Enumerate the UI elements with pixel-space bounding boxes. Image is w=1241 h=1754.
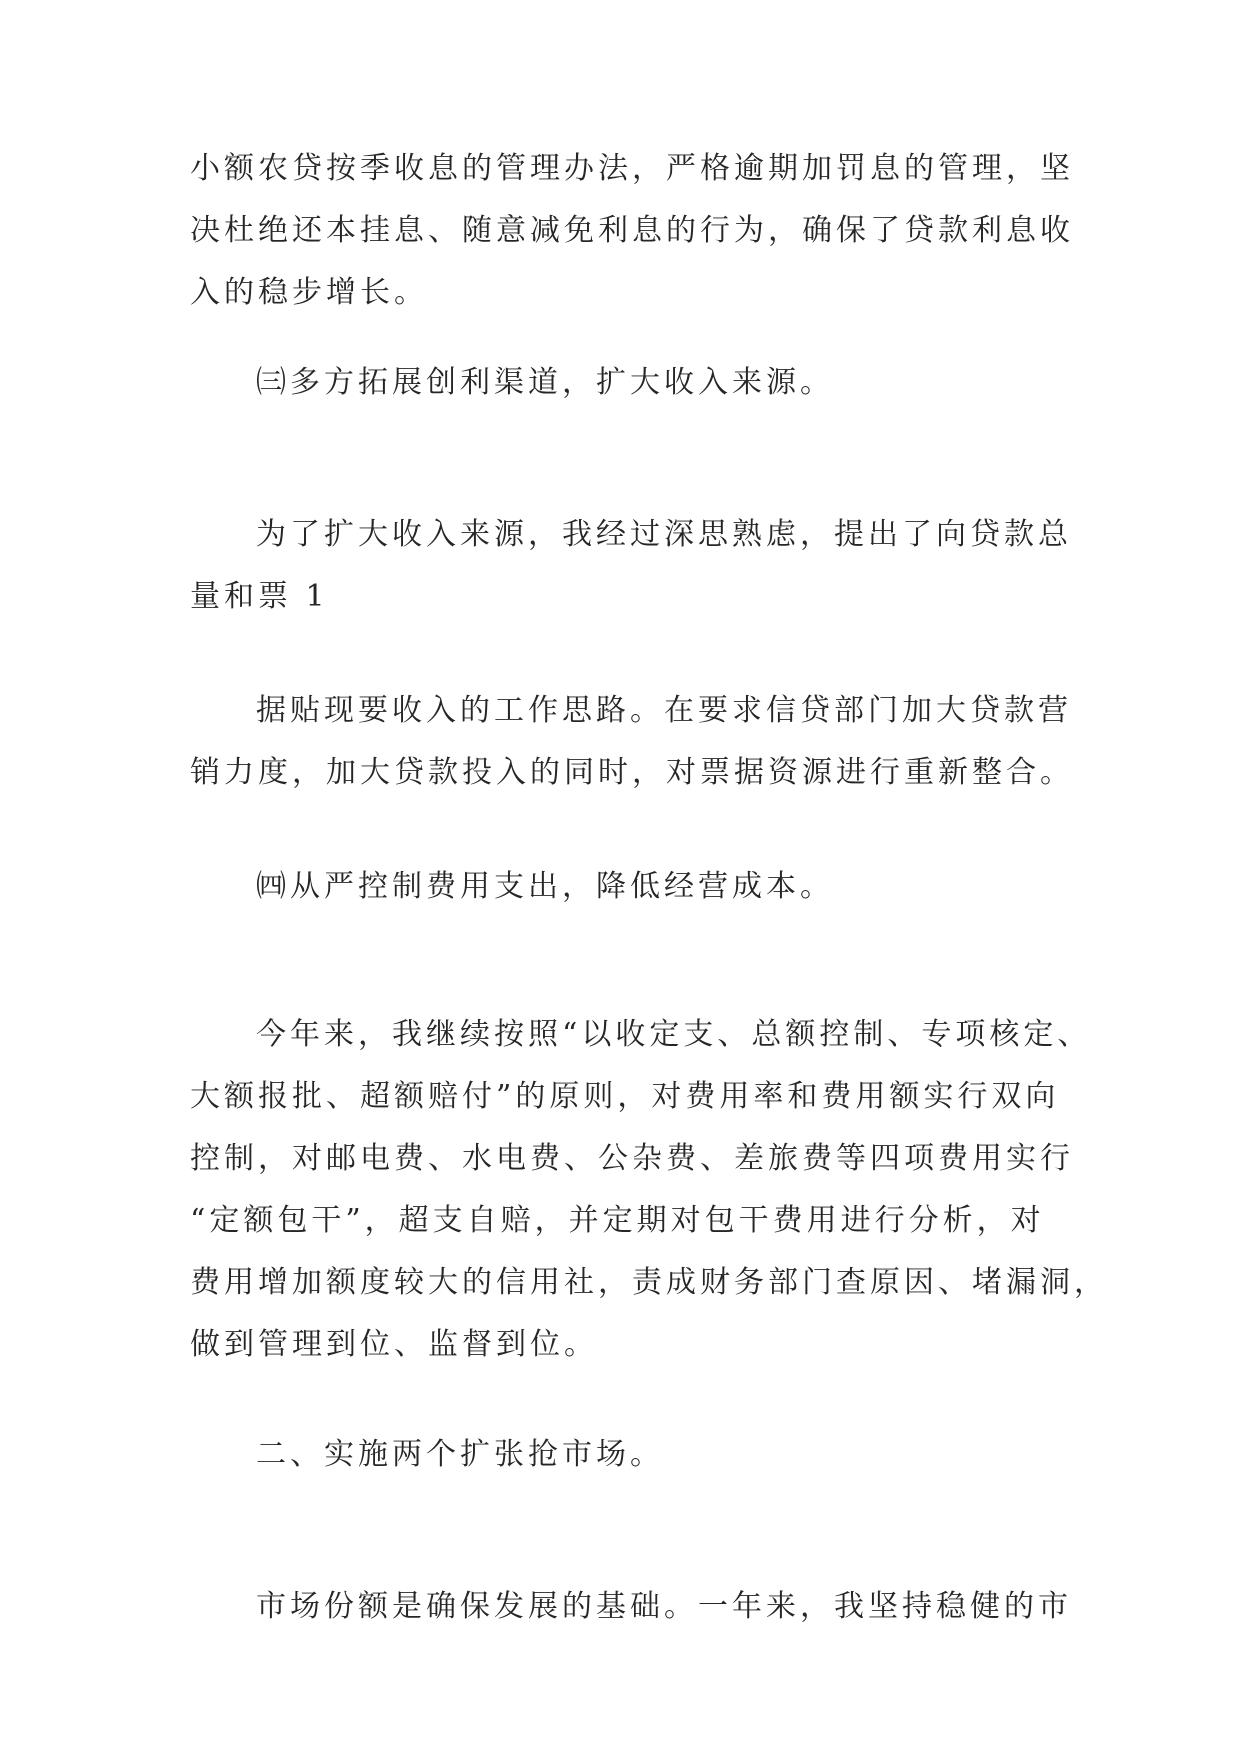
text-line: 市场份额是确保发展的基础。一年来，我坚持稳健的市 <box>256 1589 1072 1624</box>
heading-line: ㈣从严控制费用支出，降低经营成本。 <box>256 869 834 904</box>
paragraph-expense-policy <box>190 1004 1108 1376</box>
heading-market-expansion <box>190 1424 1070 1486</box>
heading-line: 二、实施两个扩张抢市场。 <box>256 1437 664 1472</box>
paragraph-discount-income <box>190 680 1074 804</box>
text-line: 为了扩大收入来源，我经过深思熟虑，提出了向贷款总 <box>256 517 1072 552</box>
heading-line: ㈢多方拓展创利渠道，扩大收入来源。 <box>256 365 834 400</box>
text-line: 小额农贷按季收息的管理办法，严格逾期加罚息的管理，坚 <box>190 151 1074 186</box>
paragraph-interest-management <box>190 138 1074 324</box>
text-line: 大额报批、超额赔付”的原则，对费用率和费用额实行双向 <box>190 1079 1060 1114</box>
heading-cost-control <box>190 856 1070 918</box>
text-line: 据贴现要收入的工作思路。在要求信贷部门加大贷款营 <box>256 693 1072 728</box>
text-line: 控制，对邮电费、水电费、公杂费、差旅费等四项费用实行 <box>190 1141 1074 1176</box>
paragraph-market-share <box>190 1576 1070 1638</box>
text-line: 销力度，加大贷款投入的同时，对票据资源进行重新整合。 <box>190 755 1074 790</box>
text-line: 决杜绝还本挂息、随意减免利息的行为，确保了贷款利息收 <box>190 213 1074 248</box>
text-line: 做到管理到位、监督到位。 <box>190 1327 598 1362</box>
text-line: “定额包干”，超支自赔，并定期对包干费用进行分析，对 <box>190 1203 1045 1238</box>
paragraph-revenue-sources <box>190 504 1070 628</box>
text-line: 今年来，我继续按照“以收定支、总额控制、专项核定、 <box>256 1017 1092 1052</box>
text-line: 量和票 1 <box>190 579 329 614</box>
text-line: 入的稳步增长。 <box>190 275 428 310</box>
text-line: 费用增加额度较大的信用社，责成财务部门查原因、堵漏洞， <box>190 1265 1108 1300</box>
heading-expand-revenue <box>190 352 1070 414</box>
